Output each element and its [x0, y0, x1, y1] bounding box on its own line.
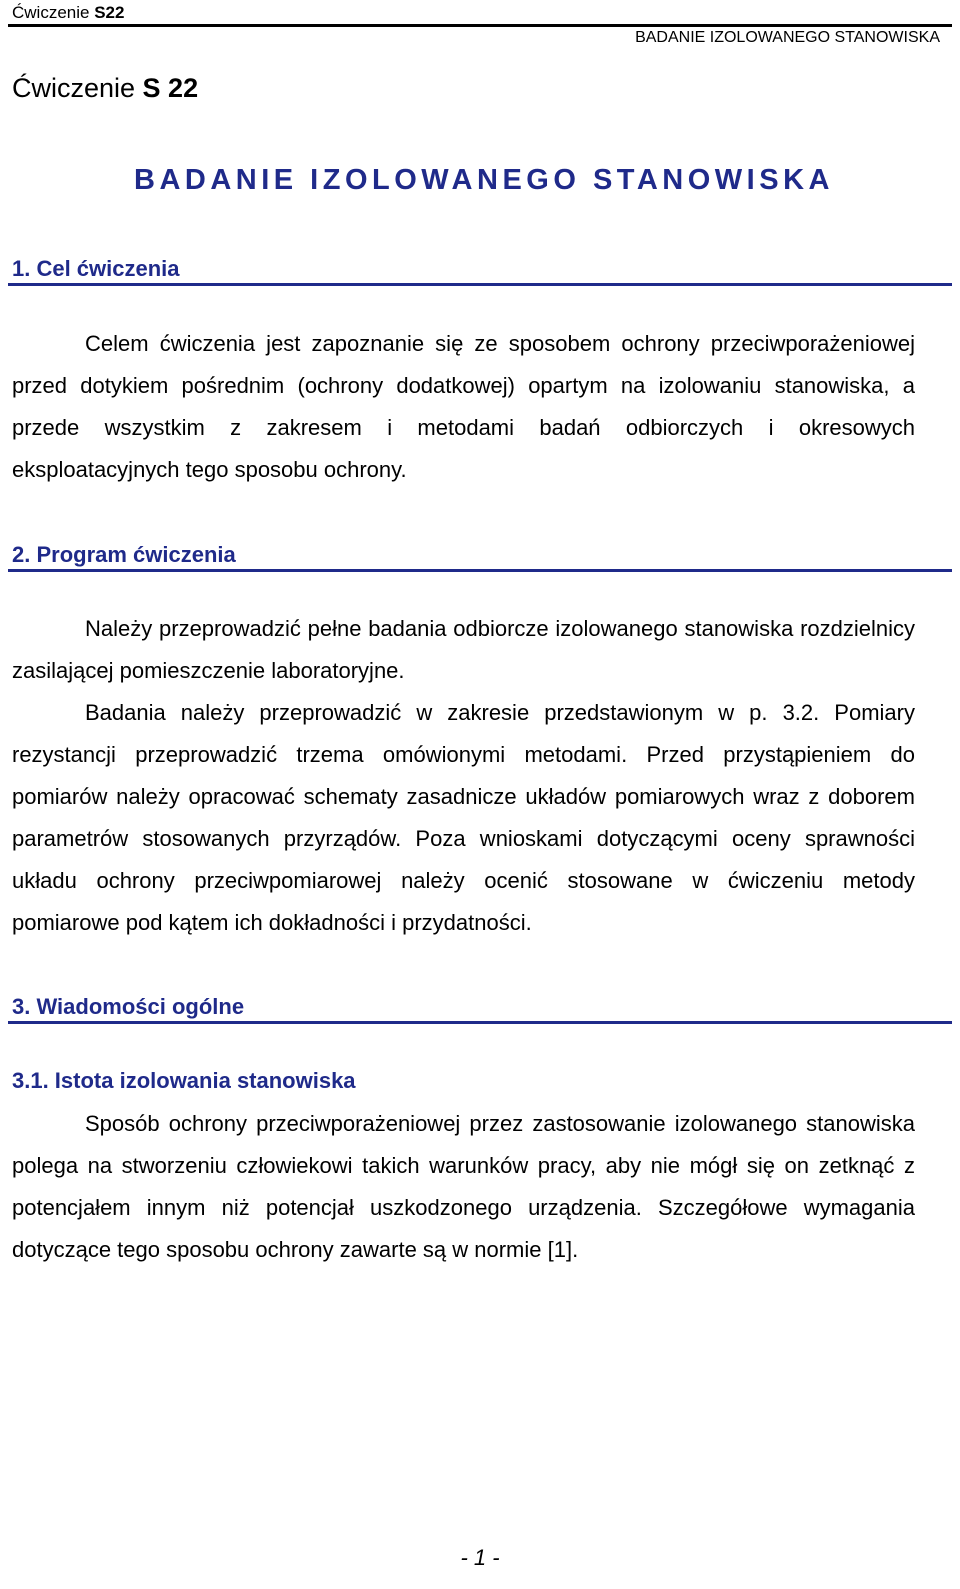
- document-title-bold: S 22: [142, 73, 199, 103]
- section-2-paragraph-1: [12, 608, 915, 692]
- section-1-paragraph: [12, 323, 915, 491]
- section-1-heading: 1. Cel ćwiczenia: [12, 256, 180, 281]
- section-2-rule: [8, 569, 952, 572]
- running-header-right: BADANIE IZOLOWANEGO STANOWISKA: [635, 29, 940, 46]
- section-1-paragraph-text: Celem ćwiczenia jest zapoznanie się ze sposobem ochrony przeciwporażeniowej przed dotykiem pośrednim (ochrony dodatkowej) opartym na izolowaniu stanowiska, a przede wszystkim z zakresem i metodami badań odbiorczych i okresowych eksploatacyjnych tego sposobu ochrony.: [12, 331, 915, 482]
- page-number: - 1 -: [460, 1545, 500, 1570]
- header-rule: [8, 24, 952, 27]
- section-2-paragraph-2-text: Badania należy przeprowadzić w zakresie przedstawionym w p. 3.2. Pomiary rezystancji przeprowadzić trzema omówionymi metodami. Przed przystąpieniem do pomiarów należy opracować schematy zasadnicze układów pomiarowych wraz z doborem parametrów stosowanych przyrządów. Poza wnioskami dotyczącymi oceny sprawności układu ochrony przeciwpomiarowej należy ocenić stosowane w ćwiczeniu metody pomiarowe pod kątem ich dokładności i przydatności.: [12, 700, 915, 935]
- section-1-rule: [8, 283, 952, 286]
- running-header-left: [12, 3, 124, 23]
- document-title: [12, 73, 198, 104]
- section-2-paragraph-1-text: Należy przeprowadzić pełne badania odbiorcze izolowanego stanowiska rozdzielnicy zasilającej pomieszczenie laboratoryjne.: [12, 616, 915, 683]
- document-title-prefix: Ćwiczenie: [12, 73, 143, 103]
- section-3-heading: 3. Wiadomości ogólne: [12, 994, 245, 1019]
- subsection-3-1-paragraph: [12, 1103, 915, 1271]
- subsection-3-1-paragraph-text: Sposób ochrony przeciwporażeniowej przez zastosowanie izolowanego stanowiska polega na stworzeniu człowiekowi takich warunków pracy, aby nie mógł się on zetknąć z potencjałem innym niż potencjał uszkodzonego urządzenia. Szczegółowe wymagania dotyczące tego sposobu ochrony zawarte są w normie [1].: [12, 1111, 915, 1262]
- section-2-heading: 2. Program ćwiczenia: [12, 542, 236, 567]
- header-left-prefix: Ćwiczenie: [12, 3, 95, 22]
- subsection-3-1-heading: 3.1. Istota izolowania stanowiska: [12, 1068, 356, 1093]
- section-3-rule: [8, 1021, 952, 1024]
- section-2-paragraph-2: [12, 692, 915, 944]
- header-left-bold: S22: [94, 3, 125, 22]
- main-title: BADANIE IZOLOWANEGO STANOWISKA: [134, 164, 834, 196]
